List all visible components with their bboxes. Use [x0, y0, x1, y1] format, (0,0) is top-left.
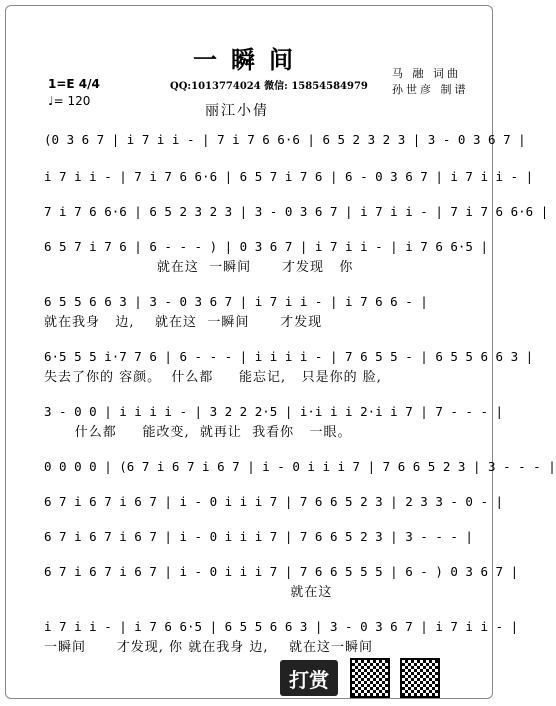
contact-info: QQ:1013774024 微信: 15854584979	[170, 81, 368, 92]
staff-line: 6·5 5 5 i·7 7 6 | 6 - - - | i i i i - | 7 6 5 5 - | 6 5 5 6 6 3 |	[44, 349, 534, 364]
lyric-line: 失去了你的 容颜。 什么都 能忘记, 只是你的 脸,	[44, 370, 382, 385]
lyric-line: 什么都 能改变, 就再让 我看你 一眼。	[44, 425, 352, 440]
staff-line: 0 0 0 0 | (6 7 i 6 7 i 6 7 | i - 0 i i i 7 | 7 6 6 5 2 3 | 3 - - - |	[44, 459, 556, 474]
qr-code-icon	[350, 658, 390, 698]
lyricist-composer: 马 融 词曲	[392, 67, 461, 80]
arranger: 孙世彦 制谱	[392, 83, 469, 96]
staff-line: (0 3 6 7 | i 7 i i - | 7 i 7 6 6·6 | 6 5 2 3 2 3 | 3 - 0 3 6 7 |	[44, 132, 526, 147]
staff-line: 6 5 5 6 6 3 | 3 - 0 3 6 7 | i 7 i i - | i 7 6 6 - |	[44, 294, 428, 309]
lyric-line: 就在这	[44, 585, 333, 600]
staff-line: 6 7 i 6 7 i 6 7 | i - 0 i i i 7 | 7 6 6 5 5 5 | 6 - ) 0 3 6 7 |	[44, 564, 519, 579]
subtitle: 丽江小倩	[205, 103, 269, 119]
tempo-marking: ♩= 120	[48, 94, 91, 108]
lyric-line: 就在这 一瞬间 才发现 你	[44, 260, 354, 275]
qr-code-icon	[400, 658, 440, 698]
staff-line: i 7 i i - | i 7 6 6·5 | 6 5 5 6 6 3 | 3 - 0 3 6 7 | i 7 i i - |	[44, 619, 519, 634]
staff-line: 6 5 7 i 7 6 | 6 - - - ) | 0 3 6 7 | i 7 i i - | i 7 6 6·5 |	[44, 239, 489, 254]
song-title: 一瞬间	[193, 45, 307, 74]
staff-line: 6 7 i 6 7 i 6 7 | i - 0 i i i 7 | 7 6 6 5 2 3 | 2 3 3 - 0 - |	[44, 494, 504, 509]
staff-line: 6 7 i 6 7 i 6 7 | i - 0 i i i 7 | 7 6 6 5 2 3 | 3 - - - |	[44, 529, 473, 544]
lyric-line: 一瞬间 才发现, 你 就在我身 边, 就在这一瞬间	[44, 640, 373, 655]
staff-line: 7 i 7 6 6·6 | 6 5 2 3 2 3 | 3 - 0 3 6 7 | i 7 i i - | 7 i 7 6 6·6 |	[44, 204, 549, 219]
lyric-line: 就在我身 边, 就在这 一瞬间 才发现	[44, 315, 323, 330]
tip-badge[interactable]: 打赏	[280, 660, 338, 696]
staff-line: 3 - 0 0 | i i i i - | 3 2 2 2·5 | i·i i i 2·i i 7 | 7 - - - |	[44, 404, 504, 419]
staff-line: i 7 i i - | 7 i 7 6 6·6 | 6 5 7 i 7 6 | 6 - 0 3 6 7 | i 7 i i - |	[44, 169, 534, 184]
credits	[392, 66, 469, 98]
key-signature: 1=E 4/4	[48, 77, 100, 91]
